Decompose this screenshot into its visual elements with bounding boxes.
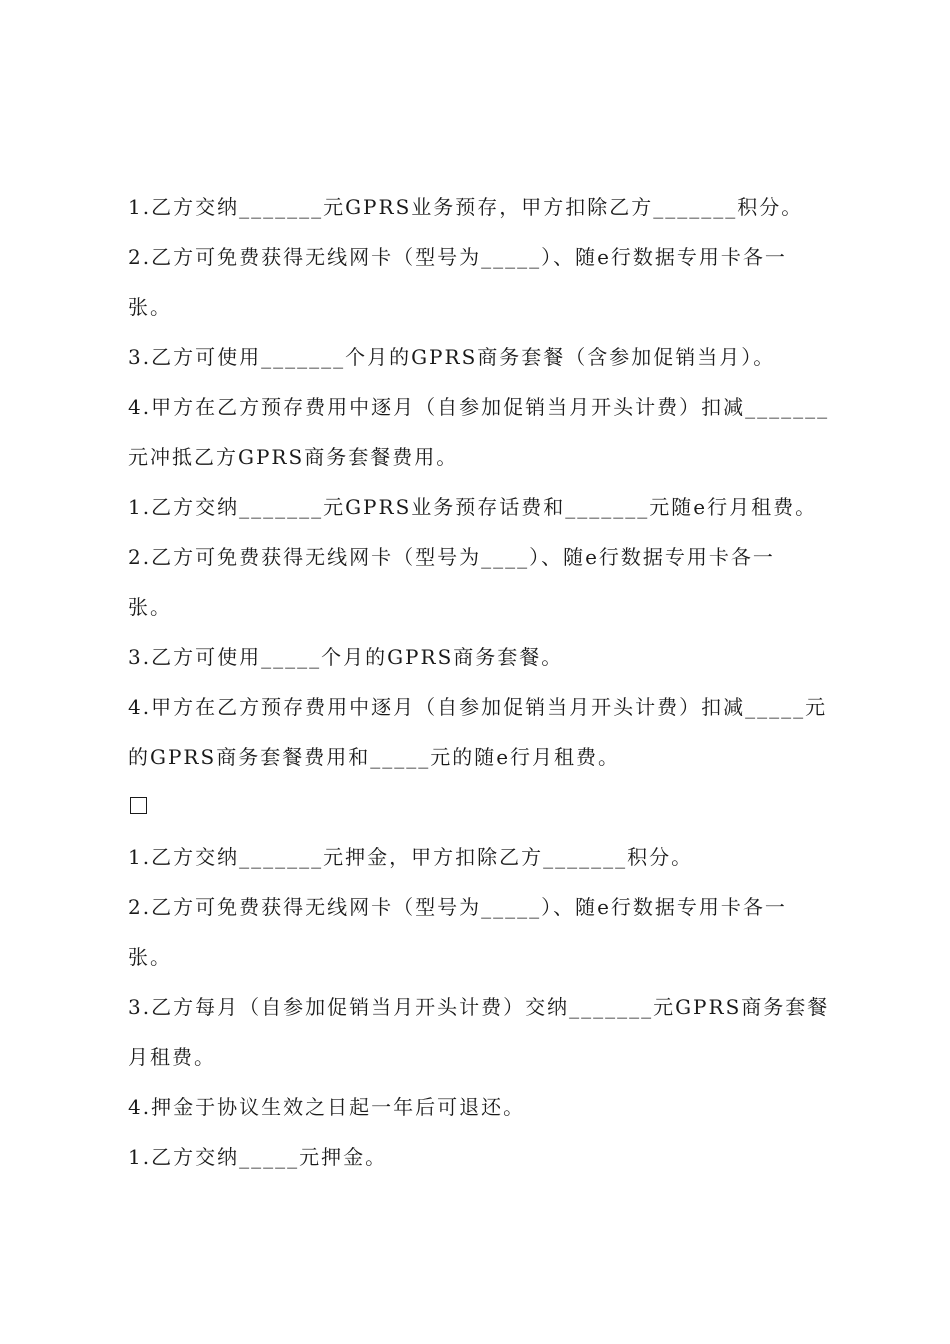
document-body <box>128 182 838 1182</box>
clause-line: 4.甲方在乙方预存费用中逐月（自参加促销当月开头计费）扣减_____元 <box>128 695 828 719</box>
clause-line: 2.乙方可免费获得无线网卡（型号为____）、随e行数据专用卡各一 <box>128 545 775 569</box>
clause-line: 张。 <box>128 595 172 619</box>
clause-line: 张。 <box>128 945 172 969</box>
clause-line: 月租费。 <box>128 1045 216 1069</box>
clause-line: 1.乙方交纳_______元押金，甲方扣除乙方_______积分。 <box>128 845 694 869</box>
checkbox[interactable] <box>130 797 147 814</box>
clause-line: 4.甲方在乙方预存费用中逐月（自参加促销当月开头计费）扣减_______ <box>128 395 830 419</box>
clause-line: 1.乙方交纳_______元GPRS业务预存话费和_______元随e行月租费。 <box>128 495 818 519</box>
clause-line: 张。 <box>128 295 172 319</box>
clause-line: 2.乙方可免费获得无线网卡（型号为_____）、随e行数据专用卡各一 <box>128 895 787 919</box>
clause-line: 3.乙方可使用_______个月的GPRS商务套餐（含参加促销当月）。 <box>128 345 776 369</box>
clause-line: 的GPRS商务套餐费用和_____元的随e行月租费。 <box>128 745 621 769</box>
option-checkbox-row <box>128 782 838 832</box>
clause-line: 1.乙方交纳_____元押金。 <box>128 1145 388 1169</box>
clause-line: 3.乙方可使用_____个月的GPRS商务套餐。 <box>128 645 564 669</box>
clause-line: 2.乙方可免费获得无线网卡（型号为_____）、随e行数据专用卡各一 <box>128 245 787 269</box>
clause-line: 1.乙方交纳_______元GPRS业务预存，甲方扣除乙方_______积分。 <box>128 195 804 219</box>
clause-line: 3.乙方每月（自参加促销当月开头计费）交纳_______元GPRS商务套餐 <box>128 995 830 1019</box>
clause-line: 元冲抵乙方GPRS商务套餐费用。 <box>128 445 459 469</box>
clause-line: 4.押金于协议生效之日起一年后可退还。 <box>128 1095 526 1119</box>
